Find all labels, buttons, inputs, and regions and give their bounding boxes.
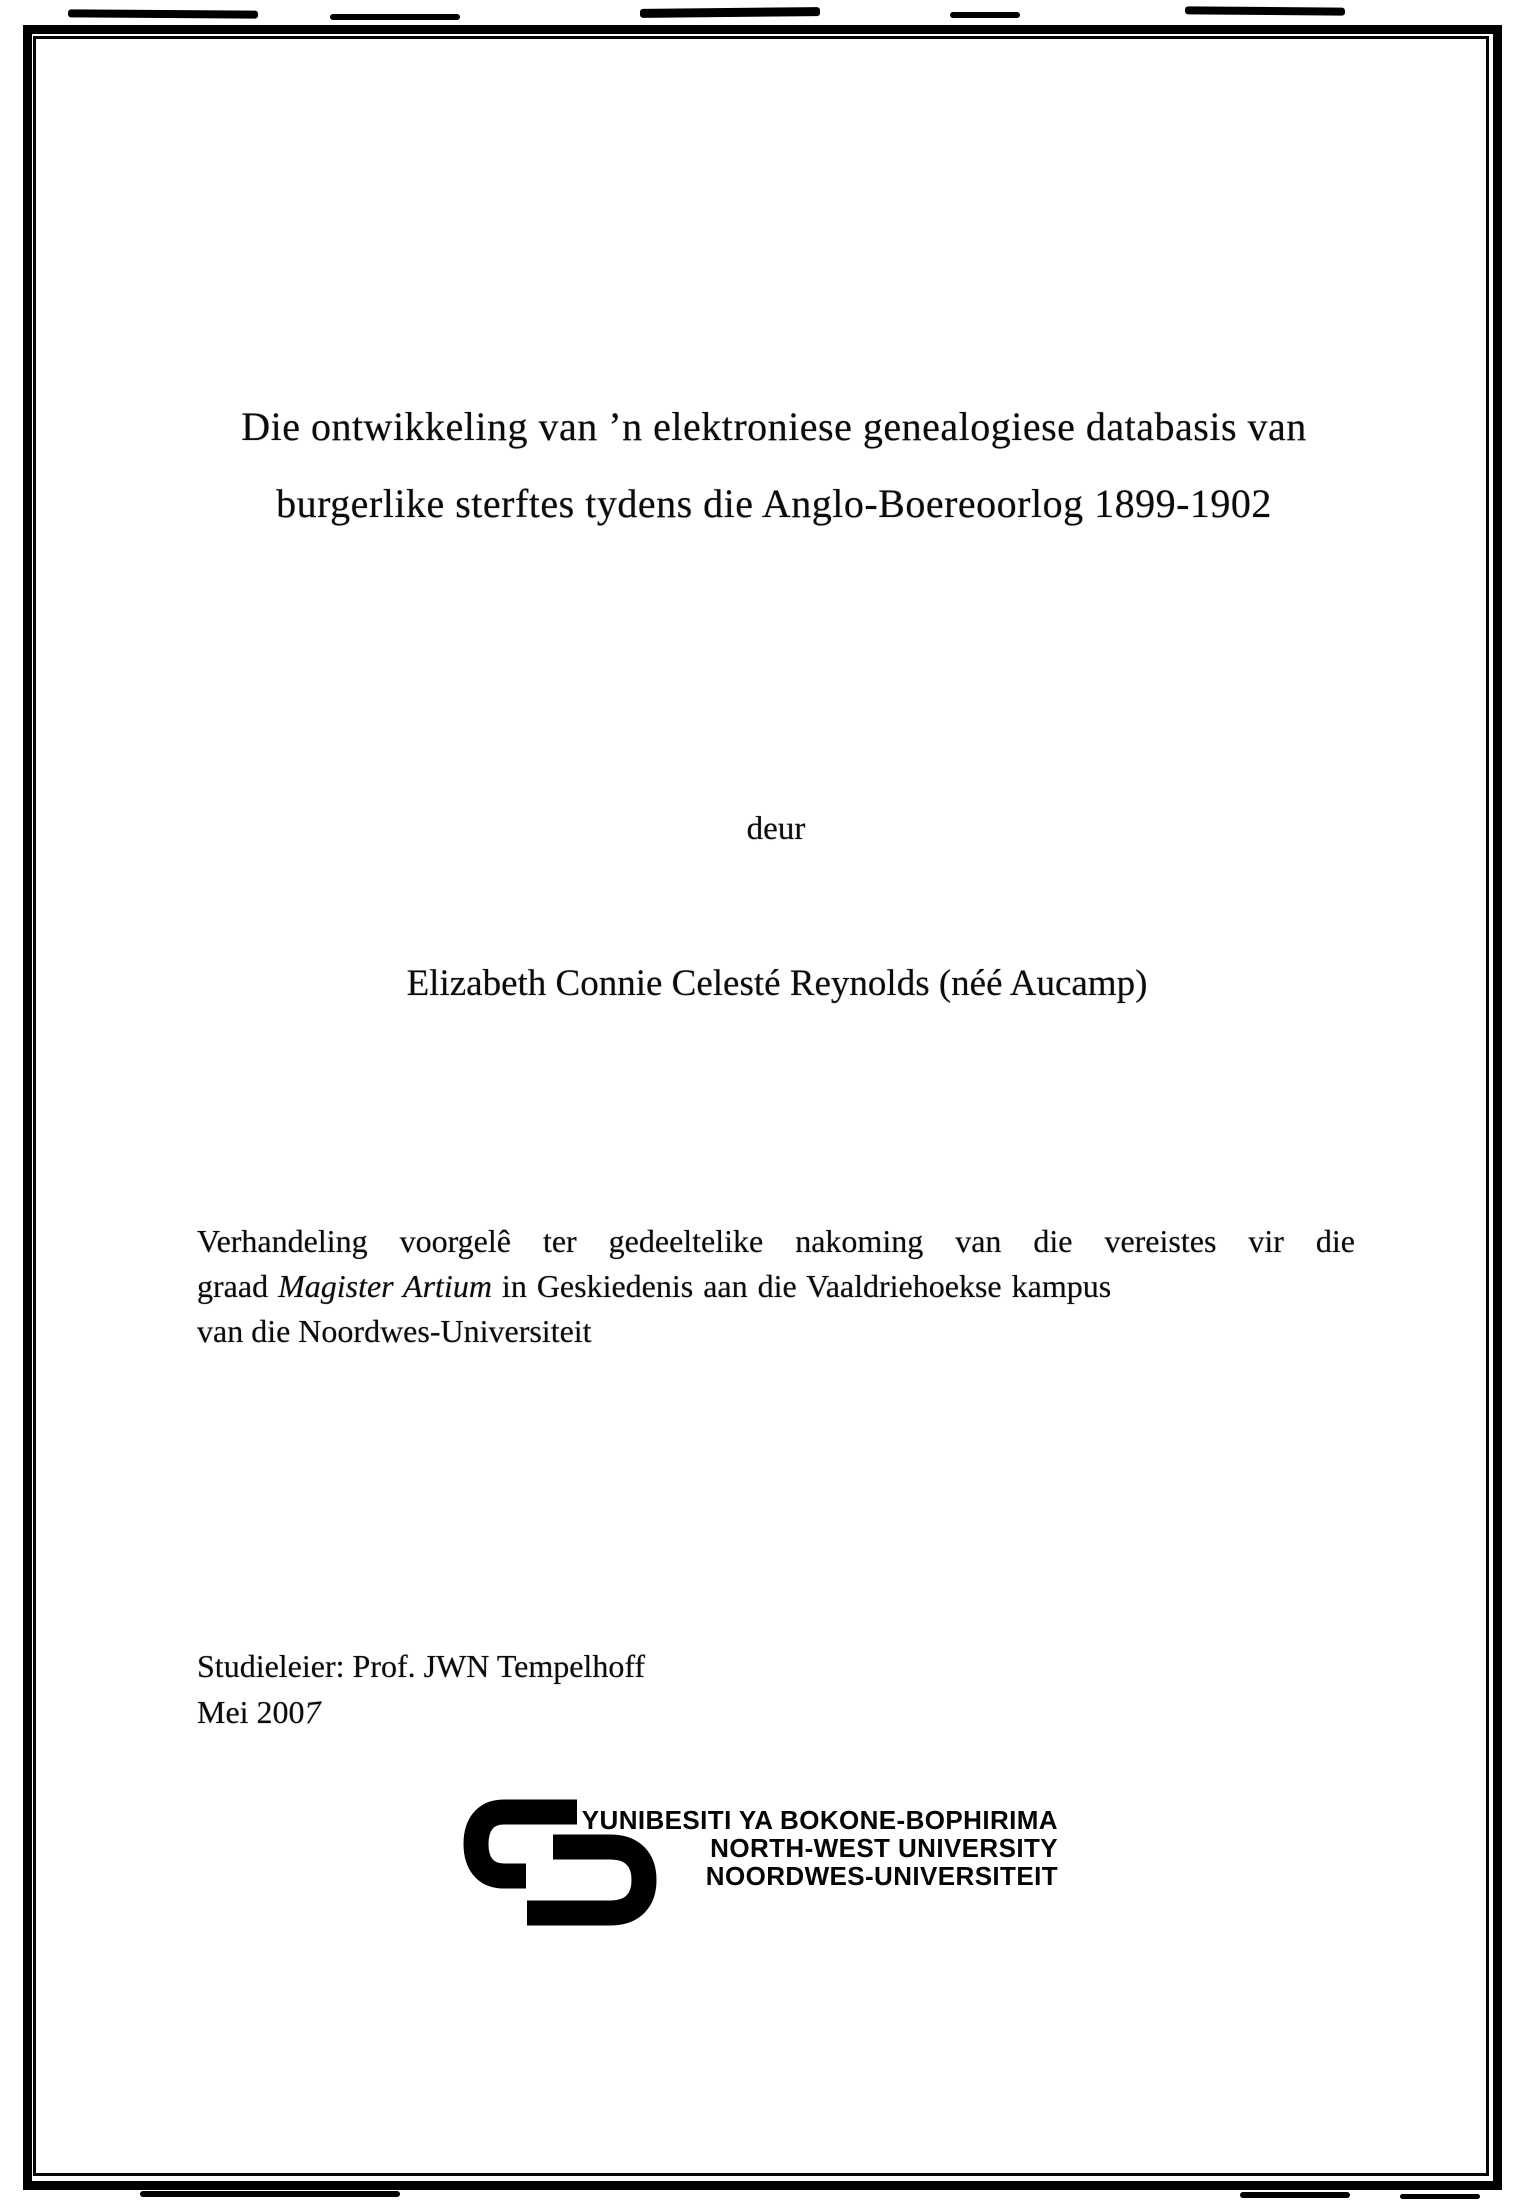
scan-artifact [140,2191,400,2197]
scan-artifact [1400,2194,1480,2199]
degree-statement-line3: van die Noordwes-Universiteit [197,1313,592,1349]
author-name: Elizabeth Connie Celesté Reynolds (néé Aucamp) [406,963,1148,1004]
thesis-title [40,388,1490,542]
scan-artifact [640,7,820,18]
scan-artifact [330,14,460,20]
scan-artifact [68,9,258,18]
date-line [197,1689,1097,1735]
thesis-title-line2: burgerlike sterftes tydens die Anglo-Boereoorlog 1899-1902 [276,481,1272,526]
university-logo-text [578,1806,1058,1890]
degree-statement-line2-pre: graad [197,1268,279,1304]
supervisor-line: Studieleier: Prof. JWN Tempelhoff [197,1648,646,1684]
degree-statement-line2 [197,1264,1355,1309]
scan-artifact [950,12,1020,18]
thesis-title-line1: Die ontwikkeling van ’n elektroniese genealogiese databasis van [241,404,1307,449]
university-name-english: NORTH-WEST UNIVERSITY [710,1833,1058,1863]
scan-artifact [1185,6,1345,15]
date-last-digit: 7 [301,1693,324,1731]
university-name-setswana: YUNIBESITI YA BOKONE-BOPHIRIMA [581,1805,1058,1835]
degree-statement-line1: Verhandeling voorgelê ter gedeeltelike nakoming van die vereistes vir die [197,1223,1355,1259]
supervisor-block [197,1643,1097,1735]
scan-artifact [1240,2192,1350,2198]
date-prefix: Mei 200 [197,1694,305,1730]
degree-statement-line2-post: in Geskiedenis aan die Vaaldriehoekse kampus [491,1268,1112,1304]
byline: deur [746,811,806,847]
degree-name-italic: Magister Artium [278,1268,492,1304]
degree-statement [197,1219,1355,1354]
university-name-afrikaans: NOORDWES-UNIVERSITEIT [705,1861,1058,1891]
